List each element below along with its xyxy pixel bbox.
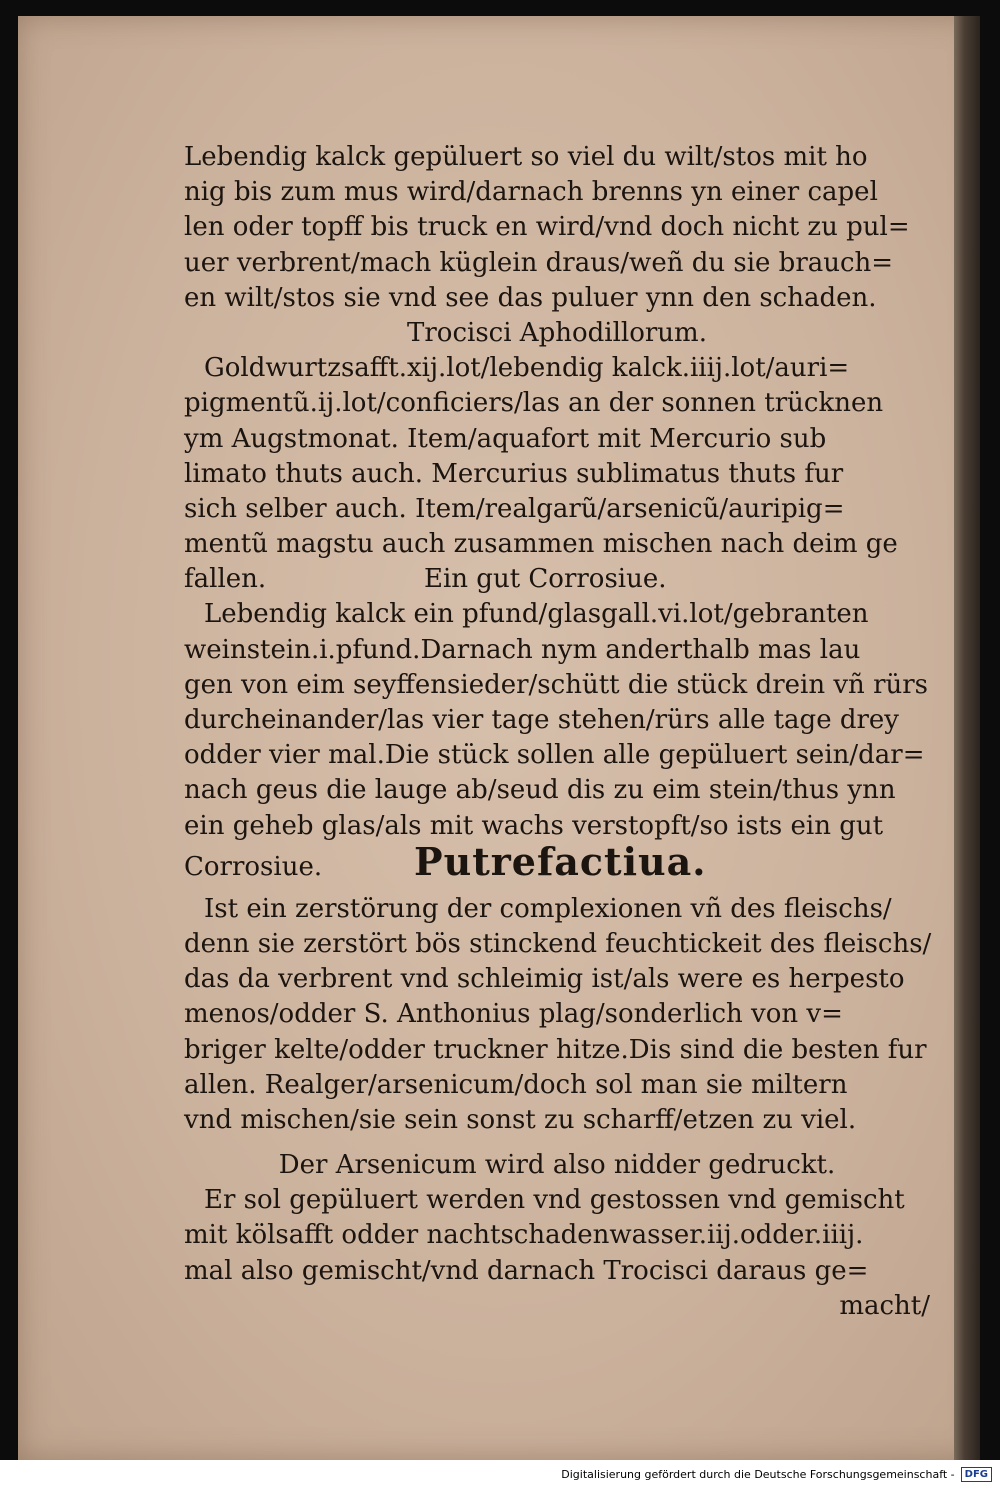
text-line: das da verbrent vnd schleimig ist/als were es herpesto <box>184 964 905 995</box>
text-line: en wilt/stos sie vnd see das puluer ynn den schaden. <box>184 282 877 313</box>
text-line: mit kölsafft odder nachtschadenwasser.iij.odder.iiij. <box>184 1220 864 1251</box>
text-fragment: fallen. <box>184 564 267 595</box>
text-line: durcheinander/las vier tage stehen/rürs alle tage drey <box>184 705 899 735</box>
text-fragment: Corrosiue. <box>184 851 323 882</box>
section-heading-large: Putrefactiua. <box>414 838 707 884</box>
text-line: len oder topff bis truck en wird/vnd doch nicht zu pul= <box>184 212 910 243</box>
catchword: macht/ <box>839 1290 930 1321</box>
text-line: Er sol gepüluert werden vnd gestossen vnd gemischt <box>204 1185 905 1216</box>
section-heading: Der Arsenicum wird also nidder gedruckt. <box>278 1150 836 1181</box>
text-line: ym Augstmonat. Item/aquafort mit Mercurio sub <box>184 423 827 454</box>
footer-credit: Digitalisierung gefördert durch die Deutsche Forschungsgemeinschaft - <box>561 1467 955 1481</box>
text-line: uer verbrent/mach küglein draus/weñ du sie brauch= <box>184 247 894 278</box>
dfg-logo-icon: DFG <box>961 1467 992 1482</box>
text-line: Ist ein zerstörung der complexionen vñ des fleischs/ <box>204 893 892 924</box>
text-line: mentũ magstu auch zusammen mischen nach deim ge <box>184 529 898 560</box>
text-line: briger kelte/odder truckner hitze.Dis sind die besten fur <box>184 1034 927 1065</box>
section-heading: Ein gut Corrosiue. <box>424 564 667 595</box>
text-line: nach geus die lauge ab/seud dis zu eim stein/thus ynn <box>184 775 896 806</box>
text-block <box>184 140 930 1324</box>
text-line: odder vier mal.Die stück sollen alle gepüluert sein/dar= <box>184 740 925 771</box>
book-spine <box>954 16 980 1460</box>
text-line <box>184 562 930 597</box>
text-line: gen von eim seyffensieder/schütt die stück drein vñ rürs <box>184 669 929 700</box>
text-line: Lebendig kalck gepüluert so viel du wilt/stos mit ho <box>184 142 868 172</box>
text-line: ein geheb glas/als mit wachs verstopft/so ists ein gut <box>184 810 884 841</box>
footer-bar <box>0 1460 1000 1488</box>
text-line: vnd mischen/sie sein sonst zu scharff/etzen zu viel. <box>184 1104 857 1135</box>
text-line: Goldwurtzsafft.xij.lot/lebendig kalck.iiij.lot/auri= <box>204 353 850 384</box>
text-line: limato thuts auch. Mercurius sublimatus thuts fur <box>184 458 844 489</box>
text-line: allen. Realger/arsenicum/doch sol man sie miltern <box>184 1069 848 1100</box>
text-line <box>184 838 930 892</box>
text-line: Lebendig kalck ein pfund/glasgall.vi.lot/gebranten <box>204 599 869 630</box>
book-page <box>18 16 980 1460</box>
text-line: nig bis zum mus wird/darnach brenns yn einer capel <box>184 177 878 208</box>
text-line: menos/odder S. Anthonius plag/sonderlich von v= <box>184 999 843 1030</box>
text-line: weinstein.i.pfund.Darnach nym anderthalb mas lau <box>184 634 861 665</box>
text-line: pigmentũ.ij.lot/conficiers/las an der sonnen trücknen <box>184 388 884 419</box>
text-line: mal also gemischt/vnd darnach Trocisci daraus ge= <box>184 1255 869 1286</box>
section-heading: Trocisci Aphodillorum. <box>407 317 707 348</box>
text-line: denn sie zerstört bös stinckend feuchtickeit des fleischs/ <box>184 928 932 959</box>
text-line: sich selber auch. Item/realgarũ/arsenicũ/auripig= <box>184 493 845 524</box>
